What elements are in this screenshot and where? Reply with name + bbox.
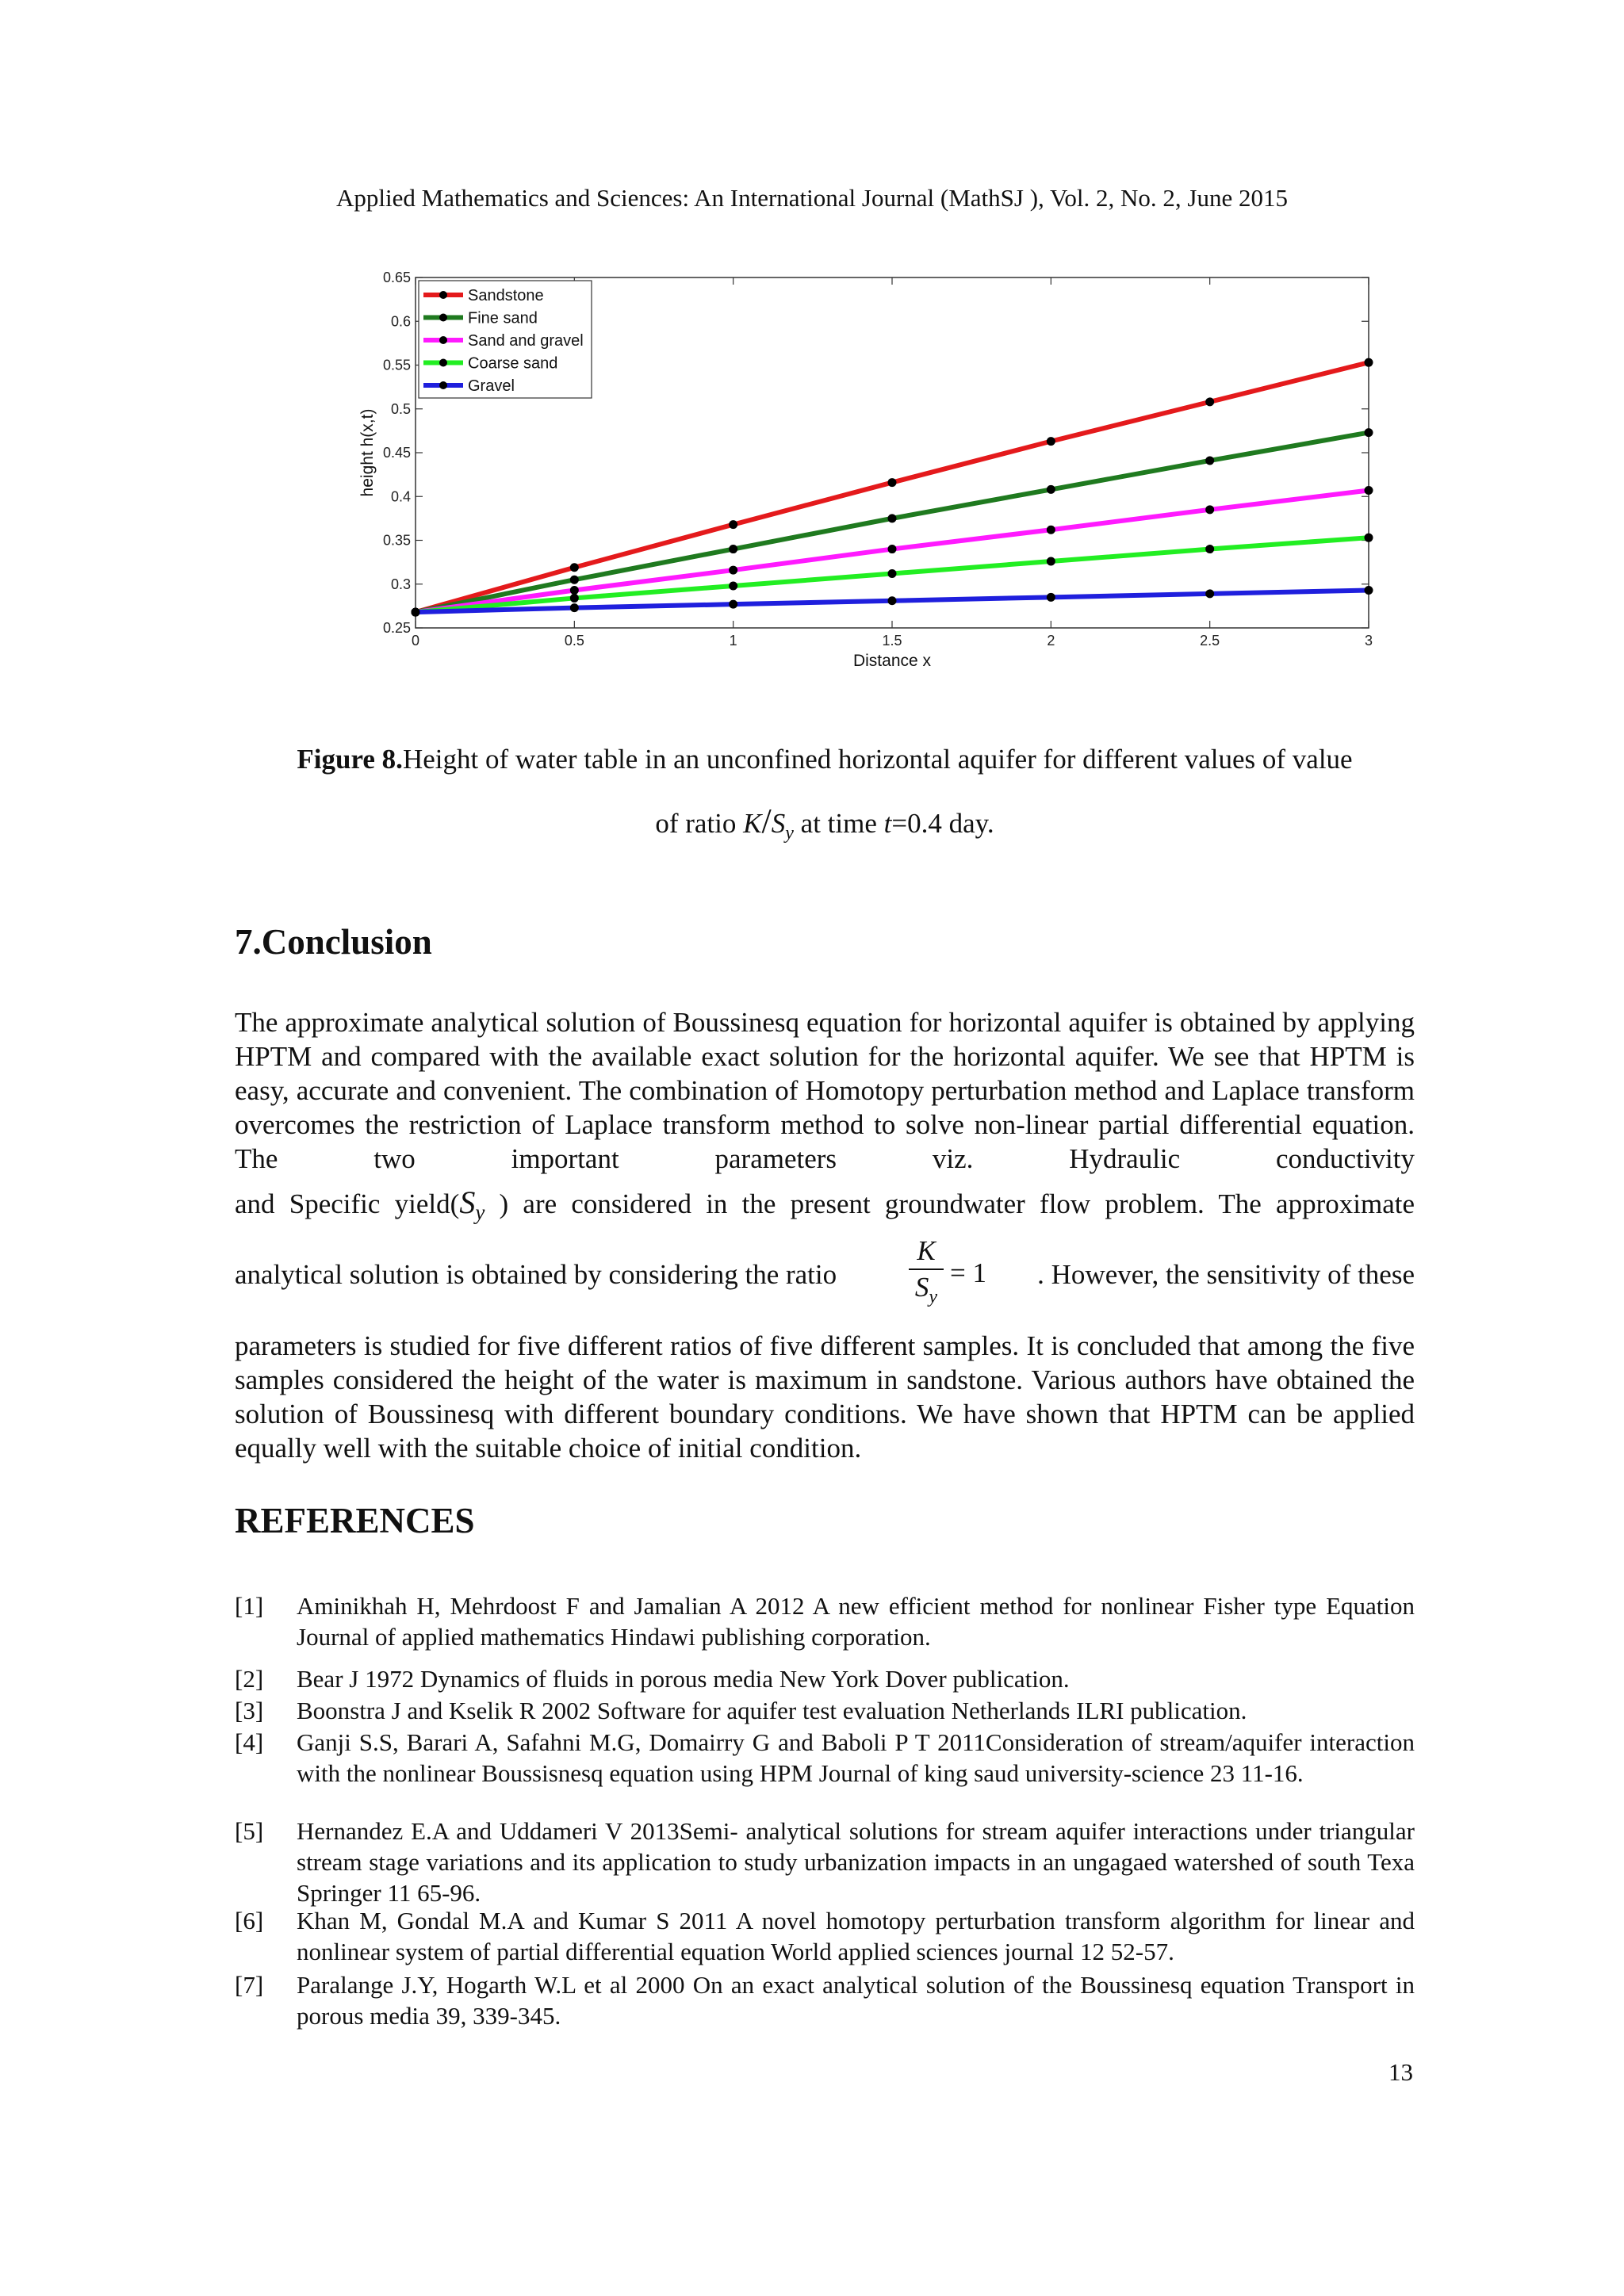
running-header: Applied Mathematics and Sciences: An International Journal (MathSJ ), Vol. 2, No. 2, June 2015	[336, 184, 1288, 212]
data-point	[729, 600, 737, 609]
data-point	[412, 608, 420, 617]
data-point	[729, 520, 737, 529]
fraction-bar	[909, 1269, 944, 1270]
data-point	[1205, 456, 1214, 465]
x-tick-label: 0	[411, 633, 420, 649]
figure-caption-line2	[230, 801, 1419, 844]
data-point	[729, 566, 737, 575]
legend-marker	[439, 359, 447, 367]
reference-text: Boonstra J and Kselik R 2002 Software for aquifer test evaluation Netherlands ILRI publication.	[297, 1697, 1247, 1724]
legend-label: Sandstone	[468, 287, 544, 304]
figure-caption-text: Height of water table in an unconfined horizontal aquifer for different values of value	[402, 744, 1353, 775]
legend-label: Fine sand	[468, 309, 538, 327]
data-point	[888, 545, 897, 553]
x-tick-label: 1.5	[882, 633, 902, 649]
p2-s: S	[459, 1184, 476, 1220]
x-tick-label: 1	[729, 633, 737, 649]
data-point	[1047, 437, 1055, 446]
data-point	[888, 569, 897, 578]
y-tick-label: 0.55	[382, 357, 411, 373]
reference-number: [2]	[235, 1665, 264, 1693]
data-point	[570, 603, 579, 612]
data-point	[1047, 526, 1055, 534]
y-tick-label: 0.35	[382, 532, 411, 549]
y-tick-label: 0.45	[382, 445, 411, 461]
series-fine-sand	[412, 428, 1373, 617]
reference-number: [3]	[235, 1697, 264, 1724]
reference-text: Bear J 1972 Dynamics of fluids in porous media New York Dover publication.	[297, 1665, 1070, 1693]
data-point	[1205, 505, 1214, 514]
p2-suffix: ) are considered in the present groundwater flow problem. The approximate	[485, 1188, 1415, 1219]
reference-text: Aminikhah H, Mehrdoost F and Jamalian A 2012 A new efficient method for nonlinear Fisher type Equation Journal of applied mathematics Hindawi publishing corporation.	[297, 1592, 1415, 1651]
data-point	[1205, 397, 1214, 406]
data-point	[729, 545, 737, 553]
y-tick-label: 0.25	[382, 620, 411, 636]
data-point	[1205, 545, 1214, 553]
data-point	[1365, 486, 1373, 495]
caption-slash: /	[761, 802, 772, 840]
fraction-equals: = 1	[950, 1257, 986, 1288]
reference-text: Paralange J.Y, Hogarth W.L et al 2000 On an exact analytical solution of the Boussinesq equation Transport in porous media 39, 339-345.	[297, 1971, 1415, 2030]
figure-caption-line1	[230, 744, 1419, 775]
x-tick-label: 0.5	[564, 633, 584, 649]
data-point	[1365, 428, 1373, 437]
caption-s: S	[771, 808, 786, 839]
data-point	[570, 563, 579, 572]
fraction-den-s: S	[914, 1272, 929, 1303]
x-tick-label: 3	[1364, 633, 1373, 649]
chart-legend	[419, 281, 592, 398]
data-point	[570, 576, 579, 584]
p2-s-sub: y	[475, 1200, 485, 1224]
data-point	[888, 596, 897, 605]
y-tick-label: 0.3	[390, 576, 411, 592]
legend-marker	[439, 291, 447, 299]
conclusion-paragraph-4: parameters is studied for five different ratios of five different samples. It is concluded that among the five samples considered the height of the water is maximum in sandstone. Various authors have obtained the solution of Boussinesq with different boundary conditions. We have shown that HPTM can be applied equally well with the suitable choice of initial condition.	[235, 1330, 1415, 1464]
data-point	[570, 586, 579, 595]
data-point	[1365, 358, 1373, 367]
y-axis-label: height h(x,t)	[358, 408, 377, 497]
legend-marker	[439, 314, 447, 322]
legend-label: Coarse sand	[468, 354, 558, 373]
reference-number: [7]	[235, 1971, 264, 1999]
conclusion-paragraph-3-prefix: analytical solution is obtained by considering the ratio	[235, 1259, 837, 1290]
fraction-denominator	[909, 1272, 944, 1308]
caption-k: K	[743, 808, 762, 839]
legend-label: Gravel	[468, 377, 515, 395]
references-heading: REFERENCES	[235, 1501, 475, 1540]
reference-number: [4]	[235, 1728, 264, 1756]
reference-number: [5]	[235, 1817, 264, 1845]
data-point	[1047, 557, 1055, 566]
caption-time-value: =0.4 day.	[891, 808, 994, 839]
legend-marker	[439, 381, 447, 389]
y-tick-label: 0.5	[390, 400, 411, 417]
p2-prefix: and Specific yield(	[235, 1188, 460, 1219]
data-point	[1365, 534, 1373, 542]
legend-marker	[439, 336, 447, 344]
caption-t: t	[883, 808, 892, 839]
conclusion-paragraph-3-suffix: . However, the sensitivity of these	[1037, 1259, 1415, 1290]
page-number: 13	[1388, 2058, 1413, 2086]
data-point	[1205, 589, 1214, 598]
data-point	[888, 514, 897, 522]
x-tick-label: 2.5	[1200, 633, 1220, 649]
conclusion-paragraph-2	[235, 1185, 1415, 1230]
reference-number: [1]	[235, 1592, 264, 1620]
reference-text: Hernandez E.A and Uddameri V 2013Semi- analytical solutions for stream aquifer interactions under triangular stream stage variations and its application to study urbanization impacts in an ungagaed watershed of south Texa Springer 11 65-96.	[297, 1817, 1415, 1907]
data-point	[1047, 593, 1055, 602]
data-point	[888, 478, 897, 487]
data-point	[1365, 586, 1373, 595]
fraction-numerator: K	[917, 1235, 936, 1266]
data-point	[570, 594, 579, 603]
caption-ratio-prefix: of ratio	[655, 808, 744, 839]
figure-label: Figure 8.	[297, 744, 403, 775]
y-tick-label: 0.6	[390, 313, 411, 330]
y-tick-label: 0.65	[382, 270, 411, 285]
legend-label: Sand and gravel	[468, 332, 584, 350]
fraction-den-sub: y	[929, 1287, 938, 1307]
reference-number: [6]	[235, 1907, 264, 1934]
ratio-fraction	[909, 1235, 944, 1308]
caption-time-prefix: at time	[793, 808, 884, 839]
conclusion-paragraph-1: The approximate analytical solution of Boussinesq equation for horizontal aquifer is obtained by applying HPTM and compared with the available exact solution for the horizontal aquifer. We see that HPTM is easy, accurate and convenient. The combination of Homotopy perturbation method and Laplace transform overcomes the restriction of Laplace transform method to solve non-linear partial differential equation. The two important parameters viz. Hydraulic conductivity	[235, 1007, 1415, 1174]
x-tick-label: 2	[1047, 633, 1055, 649]
x-axis-label: Distance x	[852, 652, 932, 670]
y-tick-label: 0.4	[390, 488, 411, 505]
caption-s-sub: y	[785, 823, 794, 844]
reference-text: Ganji S.S, Barari A, Safahni M.G, Domairry G and Baboli P T 2011Consideration of stream/aquifer interaction with the nonlinear Boussisnesq equation using HPM Journal of king saud university-science 23 11-16.	[297, 1728, 1415, 1787]
reference-text: Khan M, Gondal M.A and Kumar S 2011 A novel homotopy perturbation transform algorithm for linear and nonlinear system of partial differential equation World applied sciences journal 12 52-57.	[297, 1907, 1415, 1965]
conclusion-heading: 7.Conclusion	[235, 922, 432, 962]
water-table-chart	[0, 0, 1624, 714]
data-point	[1047, 485, 1055, 494]
data-point	[729, 581, 737, 590]
